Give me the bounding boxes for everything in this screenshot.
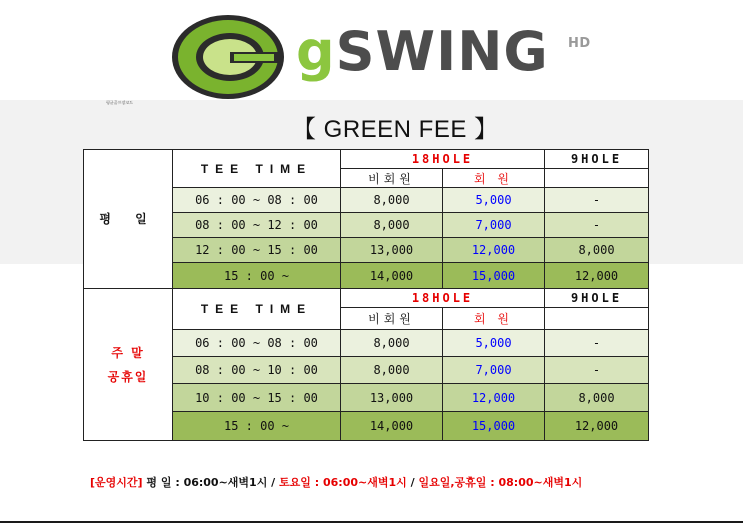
page-title: 【 GREEN FEE 】 [292, 116, 499, 143]
sunday-hours: 08:00~새벽1시 [498, 476, 583, 489]
non-member-fee: 8,000 [341, 330, 443, 357]
tee-time-cell: 06 : 00 ~ 08 : 00 [173, 330, 341, 357]
weekday-label: 평 일 [99, 212, 157, 226]
member-fee: 5,000 [443, 188, 545, 213]
weekday-hours: 06:00~새벽1시 [183, 476, 268, 489]
logo-g: g [296, 20, 336, 83]
weekday-header-row [84, 150, 649, 169]
hole9-fee: - [545, 213, 649, 238]
hole9-fee: - [545, 188, 649, 213]
hole9-sub-empty [545, 308, 649, 330]
hole9-sub-empty [545, 169, 649, 188]
weekday-label-cell [84, 150, 173, 289]
non-member-fee: 8,000 [341, 188, 443, 213]
non-member-header: 비회원 [341, 169, 443, 188]
logo-hd: HD [568, 36, 591, 51]
non-member-fee: 8,000 [341, 213, 443, 238]
non-member-fee: 13,000 [341, 384, 443, 412]
tee-time-cell: 06 : 00 ~ 08 : 00 [173, 188, 341, 213]
member-fee: 12,000 [443, 238, 545, 263]
saturday-hours: 06:00~새벽1시 [323, 476, 407, 489]
operating-hours [90, 474, 730, 490]
tee-time-cell: 15 : 00 ~ [173, 263, 341, 289]
non-member-fee: 8,000 [341, 357, 443, 384]
member-header: 회 원 [443, 169, 545, 188]
hole9-fee: - [545, 330, 649, 357]
tee-time-cell: 10 : 00 ~ 15 : 00 [173, 384, 341, 412]
tee-time-header: TEE TIME [173, 289, 341, 330]
member-fee: 7,000 [443, 213, 545, 238]
hole9-fee: - [545, 357, 649, 384]
non-member-fee: 14,000 [341, 412, 443, 441]
hole9-fee: 12,000 [545, 412, 649, 441]
weekend-header-row [84, 289, 649, 308]
weekend-label-line1: 주 말 [111, 345, 145, 360]
hole18-header: 18HOLE [341, 289, 545, 308]
non-member-header: 비회원 [341, 308, 443, 330]
hole9-fee: 8,000 [545, 384, 649, 412]
non-member-fee: 13,000 [341, 238, 443, 263]
member-fee: 15,000 [443, 263, 545, 289]
hole9-header: 9HOLE [545, 289, 649, 308]
hole18-header: 18HOLE [341, 150, 545, 169]
member-fee: 15,000 [443, 412, 545, 441]
member-fee: 12,000 [443, 384, 545, 412]
tee-time-cell: 08 : 00 ~ 12 : 00 [173, 213, 341, 238]
hours-label: [운영시간] [90, 476, 143, 489]
member-header: 회 원 [443, 308, 545, 330]
separator: / [410, 476, 415, 489]
sunday-hours-label: 일요일,공휴일 : [418, 476, 495, 489]
weekend-label-line2: 공휴일 [107, 369, 149, 384]
tiny-note: 평균골프장코드 [106, 100, 134, 105]
bottom-divider [0, 521, 743, 523]
separator: / [271, 476, 276, 489]
member-fee: 5,000 [443, 330, 545, 357]
hole9-fee: 12,000 [545, 263, 649, 289]
member-fee: 7,000 [443, 357, 545, 384]
logo-wordmark [296, 22, 549, 82]
tee-time-cell: 12 : 00 ~ 15 : 00 [173, 238, 341, 263]
non-member-fee: 14,000 [341, 263, 443, 289]
weekday-hours-label: 평 일 : [146, 476, 180, 489]
tee-time-cell: 08 : 00 ~ 10 : 00 [173, 357, 341, 384]
hole9-header: 9HOLE [545, 150, 649, 169]
weekend-label-cell [84, 289, 173, 441]
hole9-fee: 8,000 [545, 238, 649, 263]
logo-swing: SWING [335, 20, 549, 83]
saturday-hours-label: 토요일 : [279, 476, 320, 489]
tee-time-header: TEE TIME [173, 150, 341, 188]
tee-time-cell: 15 : 00 ~ [173, 412, 341, 441]
green-fee-table [83, 149, 649, 441]
